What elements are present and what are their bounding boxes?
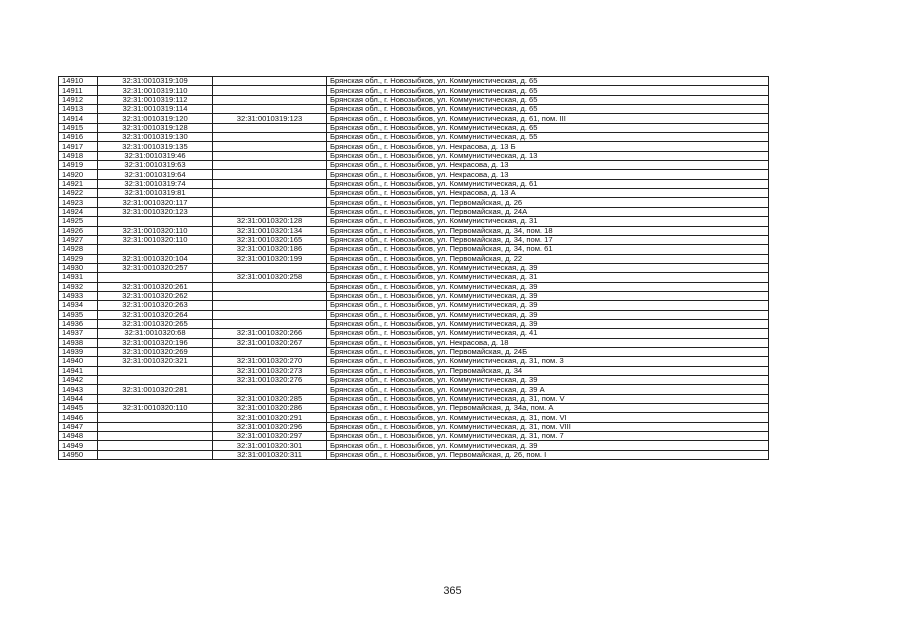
related-cadastral-number-cell: 32:31:0010320:186 (213, 245, 327, 254)
cadastral-number-cell: 32:31:0010319:128 (98, 123, 213, 132)
table-row (59, 217, 769, 226)
row-number-cell: 14928 (59, 245, 98, 254)
address-cell: Брянская обл., г. Новозыбков, ул. Первомайская, д. 26, пом. I (327, 450, 769, 459)
table-row (59, 385, 769, 394)
table-row (59, 245, 769, 254)
cadastral-number-cell: 32:31:0010320:281 (98, 385, 213, 394)
address-cell: Брянская обл., г. Новозыбков, ул. Коммунистическая, д. 39 (327, 263, 769, 272)
address-cell: Брянская обл., г. Новозыбков, ул. Первомайская, д. 34 (327, 366, 769, 375)
related-cadastral-number-cell: 32:31:0010320:285 (213, 394, 327, 403)
address-cell: Брянская обл., г. Новозыбков, ул. Коммунистическая, д. 39 А (327, 385, 769, 394)
row-number-cell: 14938 (59, 338, 98, 347)
address-cell: Брянская обл., г. Новозыбков, ул. Коммунистическая, д. 41 (327, 329, 769, 338)
table-row (59, 291, 769, 300)
table-row (59, 235, 769, 244)
page-number: 365 (443, 585, 462, 597)
table-row (59, 357, 769, 366)
table-row (59, 86, 769, 95)
table-row (59, 404, 769, 413)
cadastral-number-cell: 32:31:0010319:135 (98, 142, 213, 151)
row-number-cell: 14950 (59, 450, 98, 459)
cadastral-number-cell (98, 441, 213, 450)
address-cell: Брянская обл., г. Новозыбков, ул. Коммунистическая, д. 61, пом. III (327, 114, 769, 123)
table-row (59, 319, 769, 328)
cadastral-number-cell: 32:31:0010320:261 (98, 282, 213, 291)
cadastral-number-cell: 32:31:0010320:321 (98, 357, 213, 366)
address-cell: Брянская обл., г. Новозыбков, ул. Коммунистическая, д. 39 (327, 441, 769, 450)
cadastral-number-cell (98, 432, 213, 441)
address-cell: Брянская обл., г. Новозыбков, ул. Коммунистическая, д. 65 (327, 77, 769, 86)
related-cadastral-number-cell: 32:31:0010320:165 (213, 235, 327, 244)
table-row (59, 123, 769, 132)
related-cadastral-number-cell: 32:31:0010320:296 (213, 422, 327, 431)
address-cell: Брянская обл., г. Новозыбков, ул. Коммунистическая, д. 39 (327, 282, 769, 291)
related-cadastral-number-cell: 32:31:0010319:123 (213, 114, 327, 123)
related-cadastral-number-cell: 32:31:0010320:311 (213, 450, 327, 459)
cadastral-number-cell: 32:31:0010319:81 (98, 189, 213, 198)
table-row (59, 151, 769, 160)
table-row (59, 207, 769, 216)
address-cell: Брянская обл., г. Новозыбков, ул. Коммунистическая, д. 31 (327, 273, 769, 282)
row-number-cell: 14936 (59, 319, 98, 328)
cadastral-number-cell: 32:31:0010319:46 (98, 151, 213, 160)
related-cadastral-number-cell (213, 77, 327, 86)
related-cadastral-number-cell (213, 151, 327, 160)
related-cadastral-number-cell: 32:31:0010320:297 (213, 432, 327, 441)
table-row (59, 198, 769, 207)
address-cell: Брянская обл., г. Новозыбков, ул. Коммунистическая, д. 61 (327, 179, 769, 188)
related-cadastral-number-cell (213, 282, 327, 291)
related-cadastral-number-cell (213, 170, 327, 179)
table-row (59, 170, 769, 179)
registry-table (58, 76, 769, 460)
table-row (59, 282, 769, 291)
table-row (59, 413, 769, 422)
row-number-cell: 14917 (59, 142, 98, 151)
address-cell: Брянская обл., г. Новозыбков, ул. Коммунистическая, д. 31, пом. 3 (327, 357, 769, 366)
row-number-cell: 14942 (59, 376, 98, 385)
table-row (59, 77, 769, 86)
related-cadastral-number-cell (213, 86, 327, 95)
address-cell: Брянская обл., г. Новозыбков, ул. Первомайская, д. 34а, пом. А (327, 404, 769, 413)
table-row (59, 142, 769, 151)
cadastral-number-cell: 32:31:0010320:262 (98, 291, 213, 300)
address-cell: Брянская обл., г. Новозыбков, ул. Коммунистическая, д. 31, пом. V (327, 394, 769, 403)
address-cell: Брянская обл., г. Новозыбков, ул. Некрасова, д. 13 Б (327, 142, 769, 151)
address-cell: Брянская обл., г. Новозыбков, ул. Коммунистическая, д. 39 (327, 291, 769, 300)
address-cell: Брянская обл., г. Новозыбков, ул. Коммунистическая, д. 31, пом. VIII (327, 422, 769, 431)
related-cadastral-number-cell: 32:31:0010320:128 (213, 217, 327, 226)
row-number-cell: 14945 (59, 404, 98, 413)
address-cell: Брянская обл., г. Новозыбков, ул. Коммунистическая, д. 65 (327, 105, 769, 114)
table-row (59, 189, 769, 198)
table-row (59, 394, 769, 403)
cadastral-number-cell: 32:31:0010320:110 (98, 235, 213, 244)
row-number-cell: 14916 (59, 133, 98, 142)
table-row (59, 376, 769, 385)
row-number-cell: 14935 (59, 310, 98, 319)
address-cell: Брянская обл., г. Новозыбков, ул. Коммунистическая, д. 39 (327, 301, 769, 310)
related-cadastral-number-cell: 32:31:0010320:286 (213, 404, 327, 413)
related-cadastral-number-cell (213, 291, 327, 300)
table-row (59, 114, 769, 123)
address-cell: Брянская обл., г. Новозыбков, ул. Коммунистическая, д. 39 (327, 310, 769, 319)
address-cell: Брянская обл., г. Новозыбков, ул. Коммунистическая, д. 55 (327, 133, 769, 142)
row-number-cell: 14929 (59, 254, 98, 263)
cadastral-number-cell: 32:31:0010319:63 (98, 161, 213, 170)
table-row (59, 366, 769, 375)
table-row (59, 338, 769, 347)
related-cadastral-number-cell (213, 207, 327, 216)
address-cell: Брянская обл., г. Новозыбков, ул. Некрасова, д. 13 (327, 170, 769, 179)
row-number-cell: 14910 (59, 77, 98, 86)
cadastral-number-cell: 32:31:0010320:263 (98, 301, 213, 310)
address-cell: Брянская обл., г. Новозыбков, ул. Некрасова, д. 13 А (327, 189, 769, 198)
address-cell: Брянская обл., г. Новозыбков, ул. Некрасова, д. 18 (327, 338, 769, 347)
row-number-cell: 14913 (59, 105, 98, 114)
table-row (59, 95, 769, 104)
row-number-cell: 14926 (59, 226, 98, 235)
address-cell: Брянская обл., г. Новозыбков, ул. Первомайская, д. 24А (327, 207, 769, 216)
related-cadastral-number-cell: 32:31:0010320:270 (213, 357, 327, 366)
address-cell: Брянская обл., г. Новозыбков, ул. Коммунистическая, д. 13 (327, 151, 769, 160)
related-cadastral-number-cell (213, 347, 327, 356)
address-cell: Брянская обл., г. Новозыбков, ул. Первомайская, д. 24Б (327, 347, 769, 356)
row-number-cell: 14924 (59, 207, 98, 216)
address-cell: Брянская обл., г. Новозыбков, ул. Первомайская, д. 26 (327, 198, 769, 207)
row-number-cell: 14922 (59, 189, 98, 198)
table-row (59, 310, 769, 319)
cadastral-number-cell: 32:31:0010320:110 (98, 226, 213, 235)
related-cadastral-number-cell (213, 385, 327, 394)
table-row (59, 161, 769, 170)
cadastral-number-cell: 32:31:0010319:130 (98, 133, 213, 142)
related-cadastral-number-cell: 32:31:0010320:291 (213, 413, 327, 422)
row-number-cell: 14925 (59, 217, 98, 226)
cadastral-number-cell (98, 422, 213, 431)
address-cell: Брянская обл., г. Новозыбков, ул. Первомайская, д. 34, пом. 18 (327, 226, 769, 235)
table-row (59, 105, 769, 114)
cadastral-number-cell: 32:31:0010320:110 (98, 404, 213, 413)
related-cadastral-number-cell (213, 123, 327, 132)
related-cadastral-number-cell (213, 133, 327, 142)
row-number-cell: 14921 (59, 179, 98, 188)
related-cadastral-number-cell: 32:31:0010320:258 (213, 273, 327, 282)
related-cadastral-number-cell (213, 310, 327, 319)
address-cell: Брянская обл., г. Новозыбков, ул. Первомайская, д. 34, пом. 61 (327, 245, 769, 254)
address-cell: Брянская обл., г. Новозыбков, ул. Первомайская, д. 22 (327, 254, 769, 263)
table-row (59, 179, 769, 188)
related-cadastral-number-cell (213, 95, 327, 104)
table-row (59, 347, 769, 356)
related-cadastral-number-cell (213, 142, 327, 151)
address-cell: Брянская обл., г. Новозыбков, ул. Коммунистическая, д. 39 (327, 376, 769, 385)
cadastral-number-cell: 32:31:0010320:257 (98, 263, 213, 272)
row-number-cell: 14911 (59, 86, 98, 95)
related-cadastral-number-cell: 32:31:0010320:267 (213, 338, 327, 347)
cadastral-number-cell: 32:31:0010319:110 (98, 86, 213, 95)
address-cell: Брянская обл., г. Новозыбков, ул. Некрасова, д. 13 (327, 161, 769, 170)
related-cadastral-number-cell (213, 105, 327, 114)
cadastral-number-cell (98, 217, 213, 226)
row-number-cell: 14934 (59, 301, 98, 310)
cadastral-number-cell: 32:31:0010320:265 (98, 319, 213, 328)
cadastral-number-cell: 32:31:0010320:264 (98, 310, 213, 319)
related-cadastral-number-cell: 32:31:0010320:273 (213, 366, 327, 375)
cadastral-number-cell: 32:31:0010320:117 (98, 198, 213, 207)
row-number-cell: 14930 (59, 263, 98, 272)
cadastral-number-cell: 32:31:0010320:68 (98, 329, 213, 338)
row-number-cell: 14949 (59, 441, 98, 450)
table-row (59, 226, 769, 235)
table-row (59, 432, 769, 441)
address-cell: Брянская обл., г. Новозыбков, ул. Коммунистическая, д. 31 (327, 217, 769, 226)
row-number-cell: 14912 (59, 95, 98, 104)
table-row (59, 254, 769, 263)
row-number-cell: 14914 (59, 114, 98, 123)
cadastral-number-cell: 32:31:0010320:196 (98, 338, 213, 347)
address-cell: Брянская обл., г. Новозыбков, ул. Коммунистическая, д. 65 (327, 86, 769, 95)
row-number-cell: 14943 (59, 385, 98, 394)
cadastral-number-cell: 32:31:0010319:109 (98, 77, 213, 86)
cadastral-number-cell (98, 413, 213, 422)
cadastral-number-cell: 32:31:0010320:123 (98, 207, 213, 216)
related-cadastral-number-cell (213, 319, 327, 328)
cadastral-number-cell: 32:31:0010319:120 (98, 114, 213, 123)
related-cadastral-number-cell (213, 301, 327, 310)
row-number-cell: 14915 (59, 123, 98, 132)
cadastral-number-cell (98, 376, 213, 385)
related-cadastral-number-cell (213, 189, 327, 198)
related-cadastral-number-cell (213, 161, 327, 170)
row-number-cell: 14944 (59, 394, 98, 403)
related-cadastral-number-cell: 32:31:0010320:301 (213, 441, 327, 450)
cadastral-number-cell: 32:31:0010320:104 (98, 254, 213, 263)
address-cell: Брянская обл., г. Новозыбков, ул. Коммунистическая, д. 31, пом. 7 (327, 432, 769, 441)
row-number-cell: 14946 (59, 413, 98, 422)
table-row (59, 263, 769, 272)
row-number-cell: 14941 (59, 366, 98, 375)
row-number-cell: 14947 (59, 422, 98, 431)
cadastral-number-cell: 32:31:0010319:112 (98, 95, 213, 104)
address-cell: Брянская обл., г. Новозыбков, ул. Коммунистическая, д. 39 (327, 319, 769, 328)
address-cell: Брянская обл., г. Новозыбков, ул. Первомайская, д. 34, пом. 17 (327, 235, 769, 244)
table-row (59, 422, 769, 431)
cadastral-number-cell (98, 450, 213, 459)
related-cadastral-number-cell: 32:31:0010320:134 (213, 226, 327, 235)
row-number-cell: 14918 (59, 151, 98, 160)
table-row (59, 273, 769, 282)
related-cadastral-number-cell (213, 179, 327, 188)
row-number-cell: 14940 (59, 357, 98, 366)
cadastral-number-cell (98, 394, 213, 403)
table-row (59, 133, 769, 142)
cadastral-number-cell: 32:31:0010319:114 (98, 105, 213, 114)
registry-table-body (59, 77, 769, 460)
address-cell: Брянская обл., г. Новозыбков, ул. Коммунистическая, д. 65 (327, 95, 769, 104)
cadastral-number-cell: 32:31:0010320:269 (98, 347, 213, 356)
row-number-cell: 14932 (59, 282, 98, 291)
cadastral-number-cell: 32:31:0010319:64 (98, 170, 213, 179)
related-cadastral-number-cell: 32:31:0010320:276 (213, 376, 327, 385)
row-number-cell: 14919 (59, 161, 98, 170)
table-row (59, 301, 769, 310)
table-row (59, 329, 769, 338)
table-row (59, 450, 769, 459)
cadastral-number-cell (98, 366, 213, 375)
row-number-cell: 14931 (59, 273, 98, 282)
cadastral-number-cell: 32:31:0010319:74 (98, 179, 213, 188)
cadastral-number-cell (98, 273, 213, 282)
row-number-cell: 14939 (59, 347, 98, 356)
row-number-cell: 14927 (59, 235, 98, 244)
row-number-cell: 14920 (59, 170, 98, 179)
table-row (59, 441, 769, 450)
address-cell: Брянская обл., г. Новозыбков, ул. Коммунистическая, д. 65 (327, 123, 769, 132)
address-cell: Брянская обл., г. Новозыбков, ул. Коммунистическая, д. 31, пом. VI (327, 413, 769, 422)
row-number-cell: 14923 (59, 198, 98, 207)
related-cadastral-number-cell (213, 198, 327, 207)
related-cadastral-number-cell: 32:31:0010320:199 (213, 254, 327, 263)
related-cadastral-number-cell (213, 263, 327, 272)
related-cadastral-number-cell: 32:31:0010320:266 (213, 329, 327, 338)
row-number-cell: 14937 (59, 329, 98, 338)
row-number-cell: 14948 (59, 432, 98, 441)
row-number-cell: 14933 (59, 291, 98, 300)
cadastral-number-cell (98, 245, 213, 254)
